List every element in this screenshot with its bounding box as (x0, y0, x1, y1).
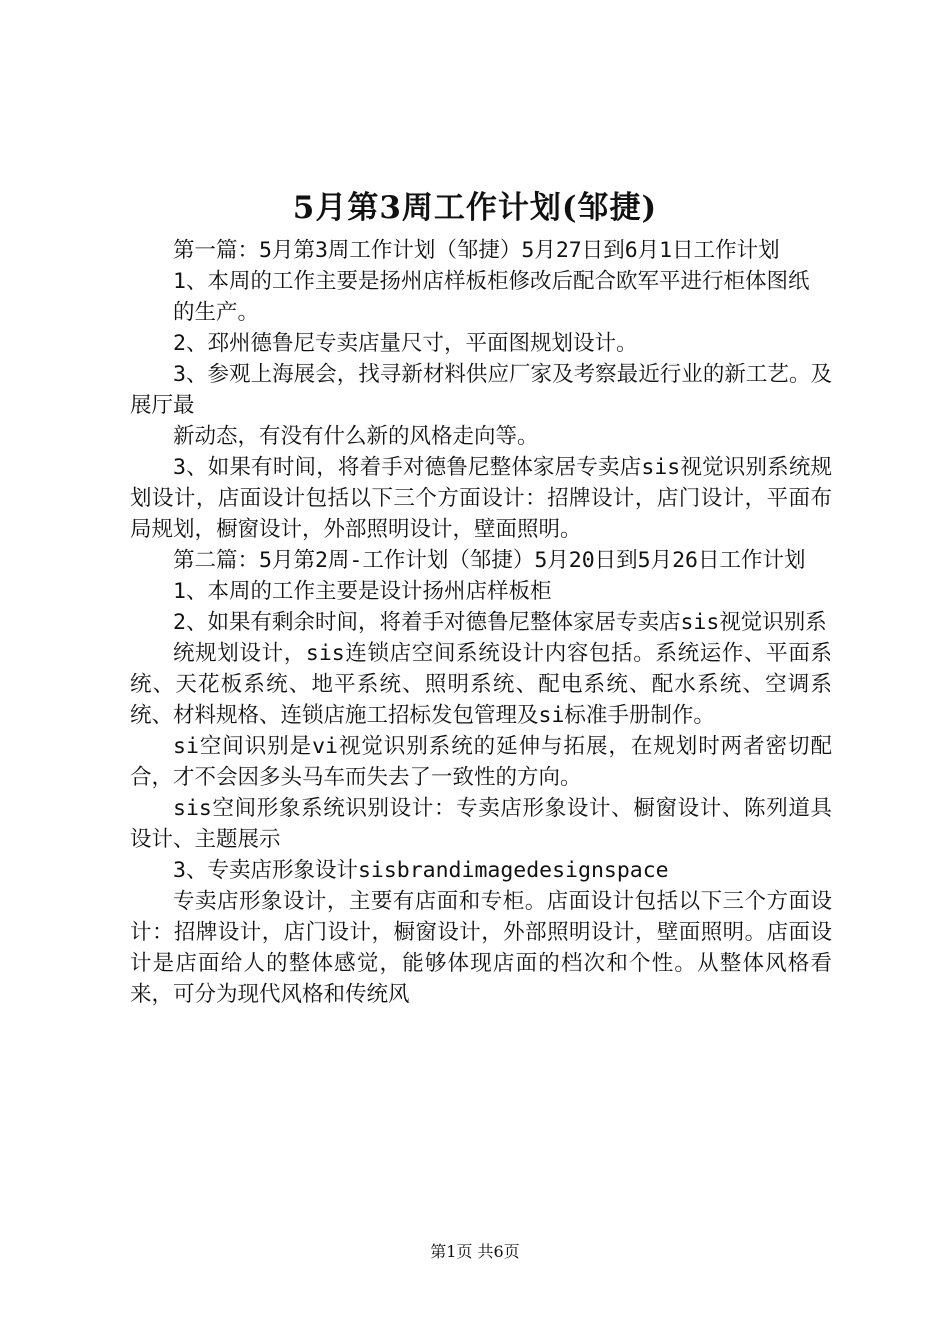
body-paragraph: 的生产。 (173, 300, 260, 325)
body-paragraph: 第一篇：5月第3周工作计划（邹捷）5月27日到6月1日工作计划 (173, 238, 780, 263)
body-paragraph: 专卖店形象设计，主要有店面和专柜。店面设计包括以下三个方面设计：招牌设计，店门设计，橱窗设计，外部照明设计，壁面照明。店面设计是店面给人的整体感觉，能够体现店面的档次和个性。从整体风格看来，可分为现代风格和传统风 (130, 889, 832, 1007)
body-paragraph: 2、如果有剩余时间，将着手对德鲁尼整体家居专卖店sis视觉识别系 (173, 610, 827, 635)
page-footer: 第1页 共6页 (430, 1242, 520, 1261)
body-paragraph: 3、如果有时间，将着手对德鲁尼整体家居专卖店sis视觉识别系统规划设计，店面设计包括以下三个方面设计：招牌设计，店门设计，平面布局规划，橱窗设计，外部照明设计，壁面照明。 (130, 455, 832, 542)
body-paragraph: 3、专卖店形象设计sisbrandimagedesignspace (173, 858, 669, 883)
body-paragraph: 1、本周的工作主要是扬州店样板柜修改后配合欧军平进行柜体图纸 (173, 269, 810, 294)
body-paragraph: sis空间形象系统识别设计：专卖店形象设计、橱窗设计、陈列道具设计、主题展示 (130, 796, 832, 852)
body-paragraph: 第二篇：5月第2周-工作计划（邹捷）5月20日到5月26日工作计划 (173, 548, 806, 573)
body-paragraph: 新动态，有没有什么新的风格走向等。 (173, 424, 539, 449)
body-paragraph: 3、参观上海展会，找寻新材料供应厂家及考察最近行业的新工艺。及展厅最 (130, 362, 832, 418)
body-paragraph: si空间识别是vi视觉识别系统的延伸与拓展，在规划时两者密切配合，才不会因多头马车而失去了一致性的方向。 (130, 734, 832, 790)
body-paragraph: 2、邳州德鲁尼专卖店量尺寸，平面图规划设计。 (173, 331, 638, 356)
document-body (130, 235, 832, 1010)
body-paragraph: 1、本周的工作主要是设计扬州店样板柜 (173, 579, 552, 604)
document-title: 5月第3周工作计划(邹捷) (292, 190, 658, 226)
body-paragraph: 统规划设计，sis连锁店空间系统设计内容包括。系统运作、平面系统、天花板系统、地平系统、照明系统、配电系统、配水系统、空调系统、材料规格、连锁店施工招标发包管理及si标准手册制作。 (130, 641, 832, 728)
